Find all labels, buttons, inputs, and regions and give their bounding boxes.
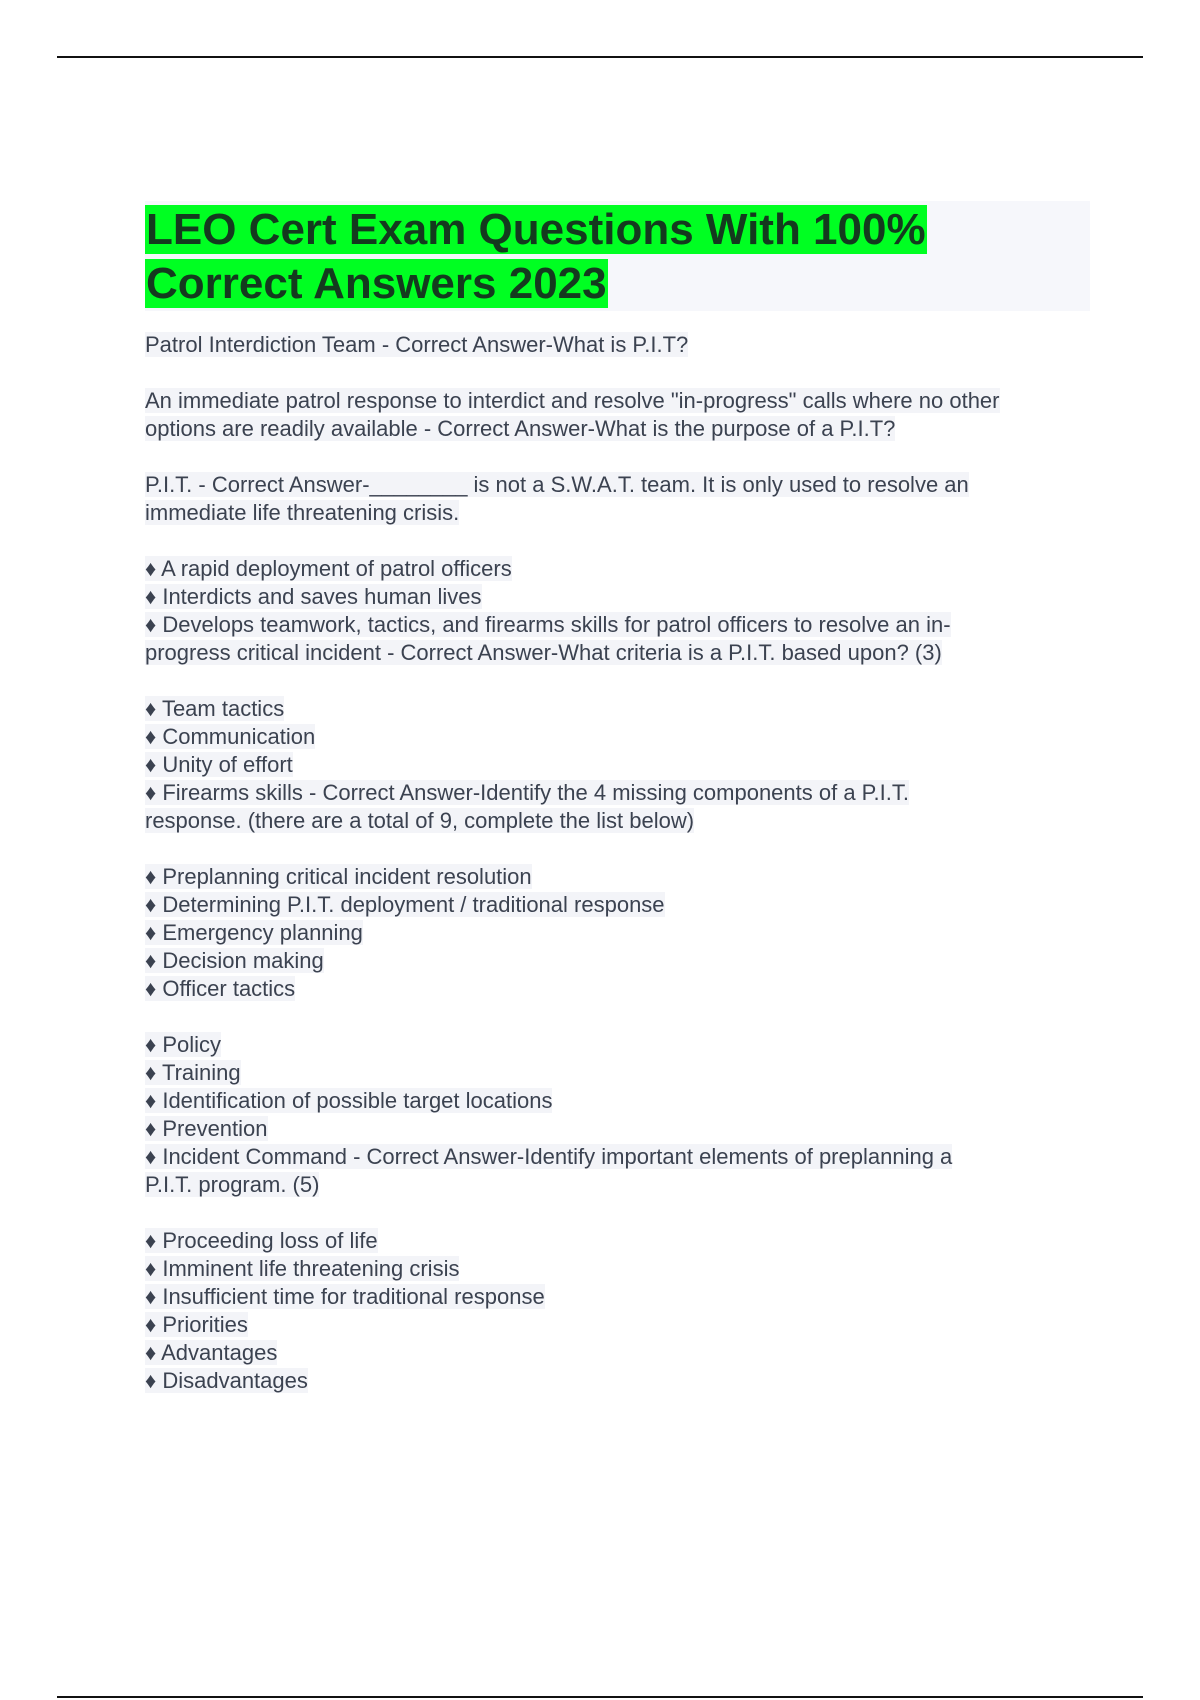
- text-line-content: ♦ Officer tactics: [145, 976, 296, 1001]
- text-line-content: ♦ Incident Command - Correct Answer-Identify important elements of preplanning a: [145, 1144, 953, 1169]
- qa-block: [145, 1227, 1090, 1395]
- qa-blocks: [145, 331, 1090, 1395]
- qa-block: [145, 863, 1090, 1003]
- text-line-content: ♦ Determining P.I.T. deployment / traditional response: [145, 892, 665, 917]
- text-line: [145, 471, 1090, 499]
- text-line: [145, 387, 1090, 415]
- text-line: [145, 1311, 1090, 1339]
- text-line: [145, 919, 1090, 947]
- text-line-content: ♦ Priorities: [145, 1312, 248, 1337]
- text-line-content: ♦ Advantages: [145, 1340, 278, 1365]
- text-line-content: ♦ Communication: [145, 724, 316, 749]
- qa-block: [145, 1031, 1090, 1199]
- text-line: [145, 1031, 1090, 1059]
- text-line-content: ♦ Proceeding loss of life: [145, 1228, 378, 1253]
- text-line: [145, 695, 1090, 723]
- text-line: [145, 1171, 1090, 1199]
- text-line-content: ♦ Prevention: [145, 1116, 268, 1141]
- text-line: [145, 807, 1090, 835]
- text-line: [145, 555, 1090, 583]
- text-line-content: progress critical incident - Correct Answer-What criteria is a P.I.T. based upon? (3): [145, 640, 942, 665]
- text-line-content: options are readily available - Correct Answer-What is the purpose of a P.I.T?: [145, 416, 896, 441]
- text-line: [145, 639, 1090, 667]
- text-line: [145, 1339, 1090, 1367]
- text-line-content: ♦ A rapid deployment of patrol officers: [145, 556, 512, 581]
- text-line-content: ♦ Firearms skills - Correct Answer-Identify the 4 missing components of a P.I.T.: [145, 780, 909, 805]
- text-line-content: ♦ Training: [145, 1060, 241, 1085]
- title-line-2: Correct Answers 2023: [146, 259, 607, 308]
- text-line: [145, 1227, 1090, 1255]
- text-line: [145, 751, 1090, 779]
- text-line-content: ♦ Identification of possible target locations: [145, 1088, 553, 1113]
- text-line-content: ♦ Decision making: [145, 948, 324, 973]
- text-line: [145, 723, 1090, 751]
- document-title: [145, 203, 1090, 311]
- title-block: [145, 201, 1090, 311]
- text-line: [145, 975, 1090, 1003]
- top-rule: [57, 56, 1143, 58]
- text-line: [145, 947, 1090, 975]
- text-line: [145, 1087, 1090, 1115]
- text-line-content: ♦ Preplanning critical incident resolution: [145, 864, 532, 889]
- title-line-1: LEO Cert Exam Questions With 100%: [146, 205, 926, 254]
- text-line-content: ♦ Team tactics: [145, 696, 285, 721]
- qa-block: [145, 331, 1090, 359]
- text-line-content: ♦ Policy: [145, 1032, 222, 1057]
- text-line-content: ♦ Insufficient time for traditional response: [145, 1284, 545, 1309]
- qa-block: [145, 695, 1090, 835]
- text-line-content: immediate life threatening crisis.: [145, 500, 460, 525]
- text-line-content: Patrol Interdiction Team - Correct Answer-What is P.I.T?: [145, 332, 689, 357]
- text-line: [145, 1255, 1090, 1283]
- text-line: [145, 499, 1090, 527]
- text-line: [145, 1115, 1090, 1143]
- text-line: [145, 331, 1090, 359]
- text-line: [145, 1059, 1090, 1087]
- text-line-content: ♦ Develops teamwork, tactics, and firearms skills for patrol officers to resolve an in-: [145, 612, 951, 637]
- text-line-content: ♦ Interdicts and saves human lives: [145, 584, 482, 609]
- text-line-content: ♦ Emergency planning: [145, 920, 363, 945]
- text-line: [145, 1283, 1090, 1311]
- text-line: [145, 891, 1090, 919]
- text-line-content: response. (there are a total of 9, complete the list below): [145, 808, 695, 833]
- qa-block: [145, 387, 1090, 443]
- qa-block: [145, 471, 1090, 527]
- text-line: [145, 779, 1090, 807]
- qa-block: [145, 555, 1090, 667]
- text-line: [145, 415, 1090, 443]
- text-line: [145, 611, 1090, 639]
- text-line: [145, 1143, 1090, 1171]
- text-line-content: P.I.T. - Correct Answer-________ is not a S.W.A.T. team. It is only used to resolve an: [145, 472, 969, 497]
- text-line-content: ♦ Imminent life threatening crisis: [145, 1256, 460, 1281]
- bottom-rule: [57, 1696, 1143, 1698]
- text-line-content: An immediate patrol response to interdict and resolve "in-progress" calls where no other: [145, 388, 1000, 413]
- text-line-content: ♦ Disadvantages: [145, 1368, 308, 1393]
- document-body: [145, 201, 1090, 1423]
- text-line: [145, 583, 1090, 611]
- text-line-content: P.I.T. program. (5): [145, 1172, 320, 1197]
- text-line: [145, 863, 1090, 891]
- text-line: [145, 1367, 1090, 1395]
- text-line-content: ♦ Unity of effort: [145, 752, 293, 777]
